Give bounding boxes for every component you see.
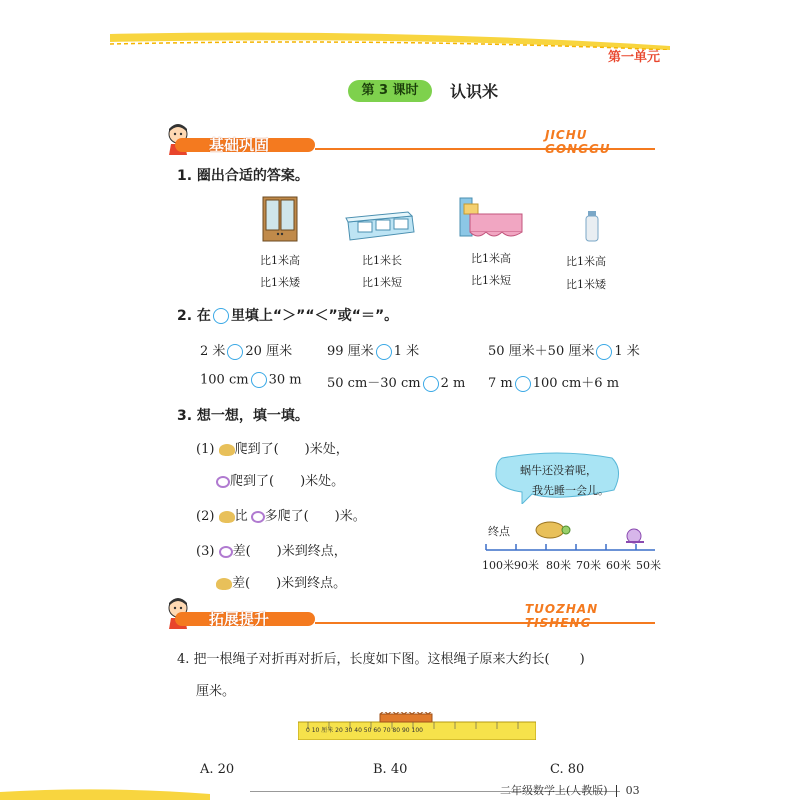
snail-icon [251,511,265,523]
q4-option-a[interactable]: A. 20 [200,762,235,777]
answer-circle[interactable] [596,344,612,360]
q1-item4-option-a[interactable]: 比1米高 [566,255,606,268]
answer-circle[interactable] [227,344,243,360]
q1-item3-option-b[interactable]: 比1米短 [471,274,511,287]
answer-circle[interactable] [251,372,267,388]
track-mark-90: 90米 [514,559,539,572]
unit-label: 第一单元 [607,50,660,65]
pencil-box-icon [344,208,416,244]
answer-circle[interactable] [376,344,392,360]
q3-line4: (3) 差( )米到终点， [196,544,347,559]
q2-row2-item1: 100 cm 30 m [200,372,302,388]
bottom-decorative-band [0,786,210,800]
race-track [480,512,660,556]
snail-icon [219,546,233,558]
q2-row2-item2: 50 cm－30 cm 2 m [327,376,466,391]
q3-line1: (1) 爬到了( )米处， [196,442,349,457]
circle-blank-icon [213,308,229,324]
turtle-icon [216,578,232,590]
section-basic-pinyin: JICHU GONGGU [545,128,611,156]
answer-circle[interactable] [423,376,439,392]
section-basic-title: 基础巩固 [209,136,270,154]
bubble-text-2: 我先睡一会儿。 [532,484,609,497]
footer-book: 二年级数学上(人教版) 03 [500,784,640,797]
q2-row1-item1: 2 米 20 厘米 [200,344,293,359]
section-basic-header [175,128,655,156]
track-mark-70: 70米 [576,559,601,572]
top-decorative-band [110,30,670,50]
track-mark-50: 50米 [636,559,661,572]
answer-circle[interactable] [515,376,531,392]
q2-row1-item2: 99 厘米 1 米 [327,344,420,359]
q3-line5: 差( )米到终点。 [216,572,346,591]
thermos-icon [585,210,599,242]
cabinet-icon [262,196,298,242]
page-number: 03 [625,784,640,797]
q4-option-b[interactable]: B. 40 [373,762,408,777]
q1-item1-option-a[interactable]: 比1米高 [260,254,300,267]
snail-icon [216,476,230,488]
ruler-labels: 0 10 厘米 20 30 40 50 60 70 80 90 100 [306,727,423,734]
q1-item4-option-b[interactable]: 比1米矮 [566,278,606,291]
lesson-badge: 第 3 课时 [348,80,432,102]
q4-prompt: 4. 把一根绳子对折再对折后，长度如下图。这根绳子原来大约长( ) [177,652,585,667]
q3-prompt: 3. 想一想，填一填。 [177,408,309,424]
q4-prompt-unit: 厘米。 [196,684,236,699]
q1-prompt: 1. 圈出合适的答案。 [177,168,309,184]
q3-line2: 爬到了( )米处。 [216,470,344,489]
q1-item3-option-a[interactable]: 比1米高 [471,252,511,265]
bed-icon [458,196,524,242]
bubble-text-1: 蜗牛还没着呢， [520,464,597,477]
section-extend-header [175,602,655,630]
q4-option-c[interactable]: C. 80 [550,762,585,777]
q3-line3: (2) 比 多爬了( )米。 [196,509,366,524]
q1-item2-option-a[interactable]: 比1米长 [362,254,402,267]
q1-item1-option-b[interactable]: 比1米矮 [260,276,300,289]
q2-prompt: 2. 在 里填上“＞”“＜”或“＝”。 [177,308,399,324]
turtle-icon [219,511,235,523]
q1-item2-option-b[interactable]: 比1米短 [362,276,402,289]
track-mark-60: 60米 [606,559,631,572]
lesson-title: 认识米 [450,82,499,101]
q2-row2-item3: 7 m 100 cm＋6 m [488,376,620,391]
q2-row1-item3: 50 厘米＋50 厘米 1 米 [488,344,640,359]
track-mark-100: 100米 [482,559,514,572]
turtle-icon [219,444,235,456]
finish-label: 终点 [488,525,510,538]
track-mark-80: 80米 [546,559,571,572]
section-extend-title: 拓展提升 [209,610,270,628]
section-extend-pinyin: TUOZHAN TISHENG [525,602,599,630]
